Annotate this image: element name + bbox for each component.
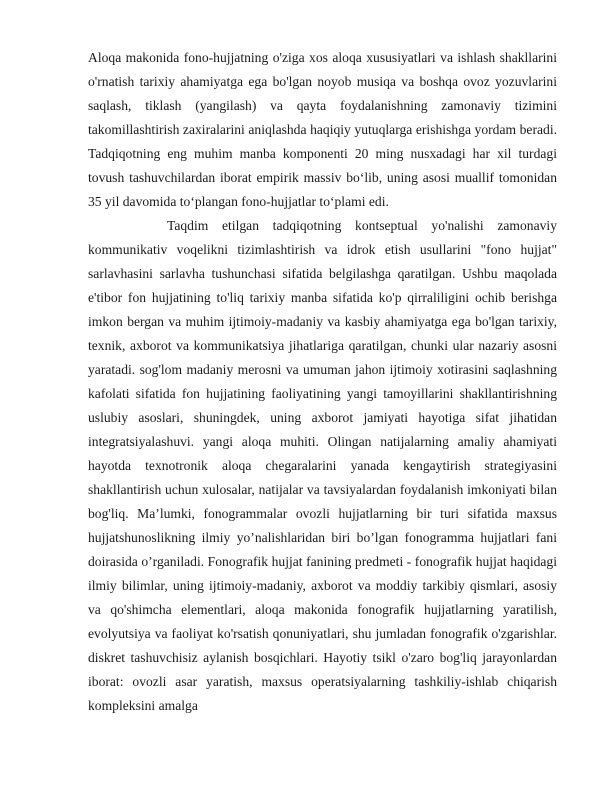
paragraph-1: Aloqa makonida fono-hujjatning o'ziga xos aloqa xususiyatlari va ishlash shakllarini o'rnatish tarixiy ahamiyatga ega bo'lgan noyob musiqa va boshqa ovoz yozuvlarini saqlash, tiklash (yangilash) va qayta foydalanishning zamonaviy tizimini takomillashtirish zaxiralarini aniqlashda haqiqiy yutuqlarga erishishga yordam beradi. Tadqiqotning eng muhim manba komponenti 20 ming nusxadagi har xil turdagi tovush tashuvchilardan iborat empirik massiv bo‘lib, uning asosi muallif tomonidan 35 yil davomida to‘plangan fono-hujjatlar to‘plami edi. [88,50,557,209]
document-page [88,46,557,718]
paragraph-2: Taqdim etilgan tadqiqotning kontseptual yo'nalishi zamonaviy kommunikativ voqelikni tizimlashtirish va idrok etish usullarini "fono hujjat" sarlavhasini sarlavha tushunchasi sifatida belgilashga qaratilgan. Ushbu maqolada e'tibor fon hujjatining to'liq tarixiy manba sifatida ko'p qirraliligini ochib berishga imkon bergan va muhim ijtimoiy-madaniy va kasbiy ahamiyatga ega bo'lgan tarixiy, texnik, axborot va kommunikatsiya jihatlariga qaratilgan, chunki ular nazariy asosni yaratadi. sog'lom madaniy merosni va umuman jahon ijtimoiy xotirasini saqlashning kafolati sifatida fon hujjatining faoliyatining yangi tamoyillarini shakllantirishning uslubiy asoslari, shuningdek, uning axborot jamiyati hayotiga sifat jihatidan integratsiyalashuvi. yangi aloqa muhiti. Olingan natijalarning amaliy ahamiyati hayotda texnotronik aloqa chegaralarini yanada kengaytirish strategiyasini shakllantirish uchun xulosalar, natijalar va tavsiyalardan foydalanish imkoniyati bilan bog'liq. Ma’lumki, fonogrammalar ovozli hujjatlarning bir turi sifatida maxsus hujjatshunoslikning ilmiy yo’nalishlaridan biri bo’lgan fonogramma hujjatlari fani doirasida o’rganiladi. Fonografik hujjat fanining predmeti - fonografik hujjat haqidagi ilmiy bilimlar, uning ijtimoiy-madaniy, axborot va moddiy tarkibiy qismlari, asosiy va qo'shimcha elementlari, aloqa makonida fonografik hujjatlarning yaratilish, evolyutsiya va faoliyat ko'rsatish qonuniyatlari, shu jumladan fonografik o'zgarishlar. diskret tashuvchisiz aylanish bosqichlari. Hayotiy tsikl o'zaro bog'liq jarayonlardan iborat: ovozli asar yaratish, maxsus operatsiyalarning tashkiliy-ishlab chiqarish kompleksini amalga [88,218,557,713]
